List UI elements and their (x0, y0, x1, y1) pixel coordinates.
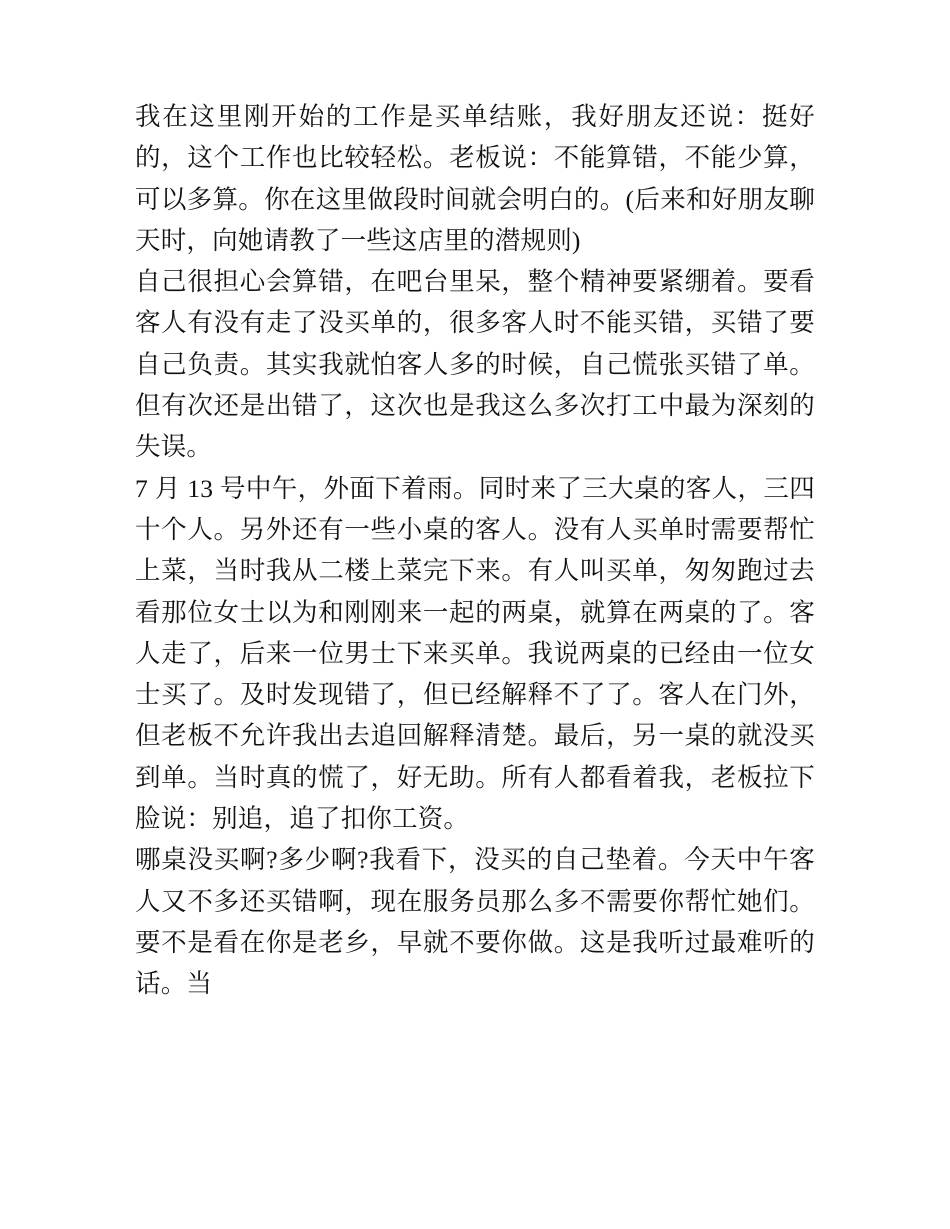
paragraph: 自己很担心会算错，在吧台里呆，整个精神要紧绷着。要看客人有没有走了没买单的，很多客人时不能买错，买错了要自己负责。其实我就怕客人多的时候，自己慌张买错了单。但有次还是出错了，这次也是我这么多次打工中最为深刻的失误。 (135, 267, 815, 462)
document-body (135, 96, 815, 1005)
paragraph: 7 月 13 号中午，外面下着雨。同时来了三大桌的客人，三四十个人。另外还有一些小桌的客人。没有人买单时需要帮忙上菜，当时我从二楼上菜完下来。有人叫买单，匆匆跑过去看那位女士以为和刚刚来一起的两桌，就算在两桌的了。客人走了，后来一位男士下来买单。我说两桌的已经由一位女士买了。及时发现错了，但已经解释不了了。客人在门外，但老板不允许我出去追回解释清楚。最后，另一桌的就没买到单。当时真的慌了，好无助。所有人都看着我，老板拉下脸说：别追，追了扣你工资。 (135, 473, 815, 834)
paragraph: 哪桌没买啊?多少啊?我看下，没买的自己垫着。今天中午客人又不多还买错啊，现在服务员那么多不需要你帮忙她们。要不是看在你是老乡，早就不要你做。这是我听过最难听的话。当 (135, 845, 815, 999)
paragraph: 我在这里刚开始的工作是买单结账，我好朋友还说：挺好的，这个工作也比较轻松。老板说：不能算错，不能少算，可以多算。你在这里做段时间就会明白的。(后来和好朋友聊天时，向她请教了一些这店里的潜规则) (135, 102, 815, 255)
